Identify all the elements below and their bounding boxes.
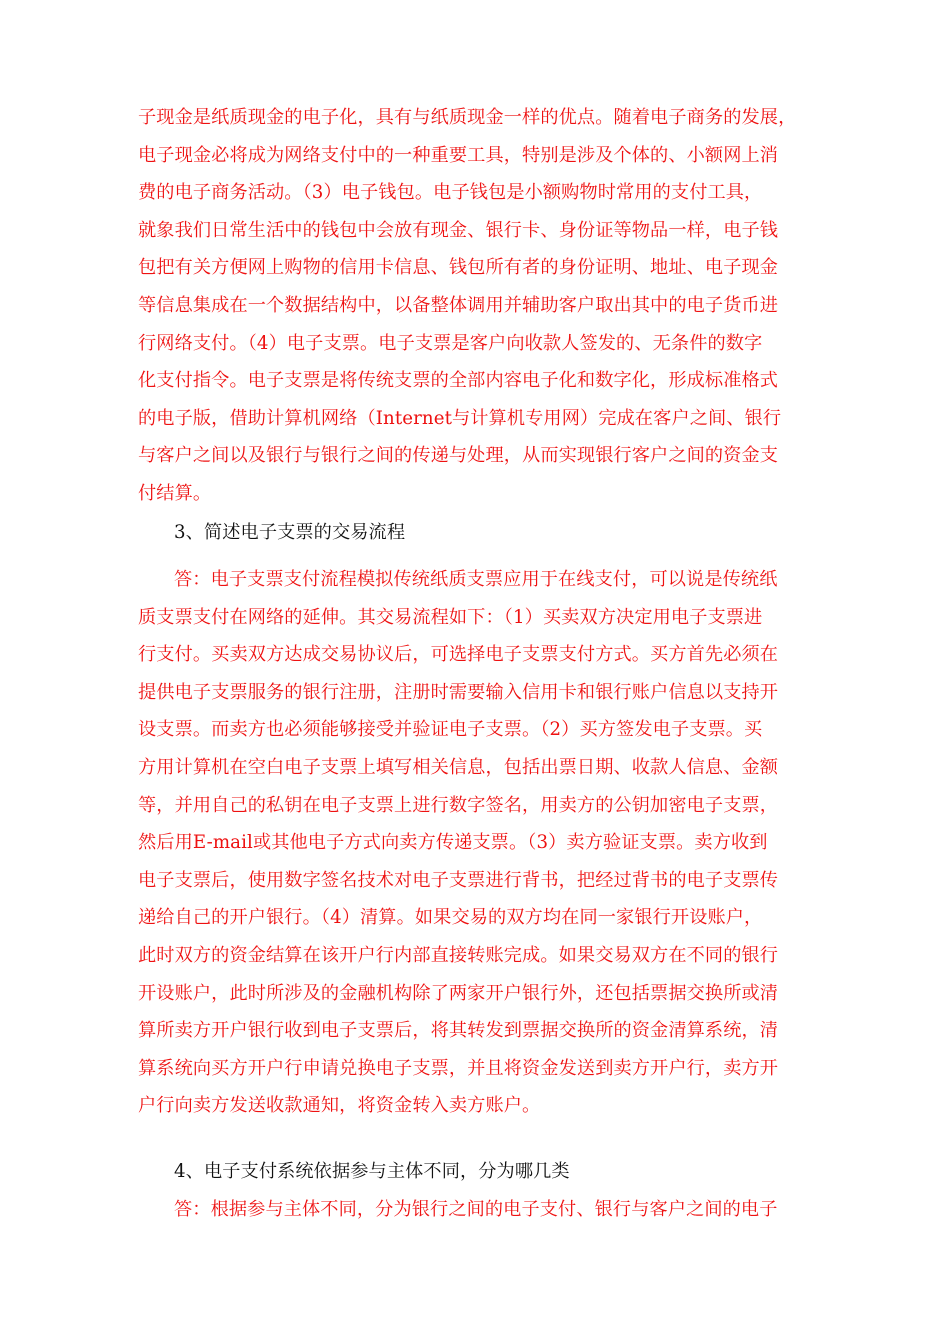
answer-line: 算所卖方开户银行收到电子支票后，将其转发到票据交换所的资金清算系统，清: [138, 1020, 779, 1041]
answer-line: 设支票。而卖方也必须能够接受并验证电子支票。（2）买方签发电子支票。买: [138, 719, 763, 740]
answer-line: 付结算。: [138, 483, 212, 504]
answer-line: 方用计算机在空白电子支票上填写相关信息，包括出票日期、收款人信息、金额: [138, 757, 779, 778]
answer-line: 子现金是纸质现金的电子化，具有与纸质现金一样的优点。随着电子商务的发展，: [138, 107, 797, 128]
answer-line: 答：电子支票支付流程模拟传统纸质支票应用于在线支付，可以说是传统纸: [174, 569, 778, 590]
answer-line: 算系统向买方开户行申请兑换电子支票，并且将资金发送到卖方开户行，卖方开: [138, 1058, 779, 1079]
answer-line: 的电子版，借助计算机网络（Internet与计算机专用网）完成在客户之间、银行: [138, 408, 782, 429]
answer-line: 电子支票后，使用数字签名技术对电子支票进行背书，把经过背书的电子支票传: [138, 870, 779, 891]
answer-line: 质支票支付在网络的延伸。其交易流程如下：（1）买卖双方决定用电子支票进: [138, 607, 763, 628]
answer-line: 电子现金必将成为网络支付中的一种重要工具，特别是涉及个体的、小额网上消: [138, 145, 779, 166]
answer-line: 开设账户，此时所涉及的金融机构除了两家开户银行外，还包括票据交换所或清: [138, 983, 779, 1004]
answer-line: 化支付指令。电子支票是将传统支票的全部内容电子化和数字化，形成标准格式: [138, 370, 779, 391]
answer-line: 等，并用自己的私钥在电子支票上进行数字签名，用卖方的公钥加密电子支票，: [138, 795, 779, 816]
answer-line: 答：根据参与主体不同，分为银行之间的电子支付、银行与客户之间的电子: [174, 1199, 778, 1220]
answer-line: 提供电子支票服务的银行注册，注册时需要输入信用卡和银行账户信息以支持开: [138, 682, 779, 703]
answer-line: 行支付。买卖双方达成交易协议后，可选择电子支票支付方式。买方首先必须在: [138, 644, 779, 665]
answer-line: 递给自己的开户银行。（4）清算。如果交易的双方均在同一家银行开设账户，: [138, 907, 763, 928]
answer-line: 费的电子商务活动。（3）电子钱包。电子钱包是小额购物时常用的支付工具，: [138, 182, 763, 203]
answer-line: 包把有关方便网上购物的信用卡信息、钱包所有者的身份证明、地址、电子现金: [138, 257, 779, 278]
question-heading: 3、简述电子支票的交易流程: [174, 522, 406, 543]
answer-line: 户行向卖方发送收款通知，将资金转入卖方账户。: [138, 1095, 541, 1116]
answer-line: 就象我们日常生活中的钱包中会放有现金、银行卡、身份证等物品一样，电子钱: [138, 220, 779, 241]
answer-line: 此时双方的资金结算在该开户行内部直接转账完成。如果交易双方在不同的银行: [138, 945, 779, 966]
answer-line: 与客户之间以及银行与银行之间的传递与处理，从而实现银行客户之间的资金支: [138, 445, 779, 466]
answer-line: 然后用E-mail或其他电子方式向卖方传递支票。（3）卖方验证支票。卖方收到: [138, 832, 768, 853]
answer-line: 行网络支付。（4）电子支票。电子支票是客户向收款人签发的、无条件的数字: [138, 333, 763, 354]
question-heading: 4、电子支付系统依据参与主体不同，分为哪几类: [174, 1161, 570, 1182]
answer-line: 等信息集成在一个数据结构中，以备整体调用并辅助客户取出其中的电子货币进: [138, 295, 779, 316]
